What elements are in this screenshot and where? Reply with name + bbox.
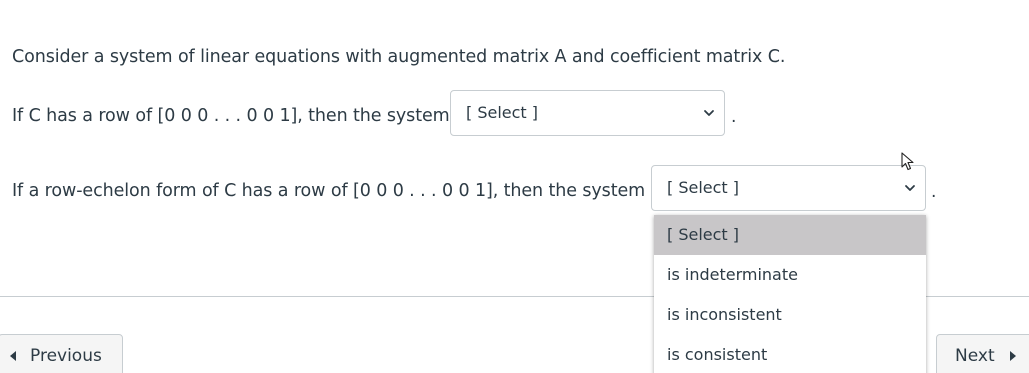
next-button[interactable] [936,334,1029,373]
caret-right-icon [1009,351,1017,361]
question-1-select[interactable] [450,90,725,136]
question-intro: Consider a system of linear equations with augmented matrix A and coefficient matrix C. [12,47,786,67]
dropdown-option[interactable]: is inconsistent [667,305,782,324]
question-2-period: . [931,182,937,202]
previous-button[interactable] [0,334,123,373]
question-1-period: . [731,107,737,127]
dropdown-option[interactable]: is indeterminate [667,265,798,284]
question-1-text: If C has a row of [0 0 0 . . . 0 0 1], then the system [12,106,450,126]
question-2-text: If a row-echelon form of C has a row of [0 0 0 . . . 0 0 1], then the system [12,181,646,201]
question-2-select-value: [ Select ] [667,178,740,197]
previous-button-label: Previous [30,346,102,366]
question-2-select[interactable] [651,165,926,211]
caret-left-icon [9,351,17,361]
question-2-dropdown-list [654,215,926,373]
chevron-down-icon [904,182,916,194]
dropdown-option[interactable]: [ Select ] [654,215,926,255]
question-1-select-value: [ Select ] [466,103,539,122]
mouse-cursor-icon [901,152,915,172]
chevron-down-icon [703,107,715,119]
next-button-label: Next [955,346,995,366]
dropdown-option[interactable]: is consistent [667,345,768,364]
